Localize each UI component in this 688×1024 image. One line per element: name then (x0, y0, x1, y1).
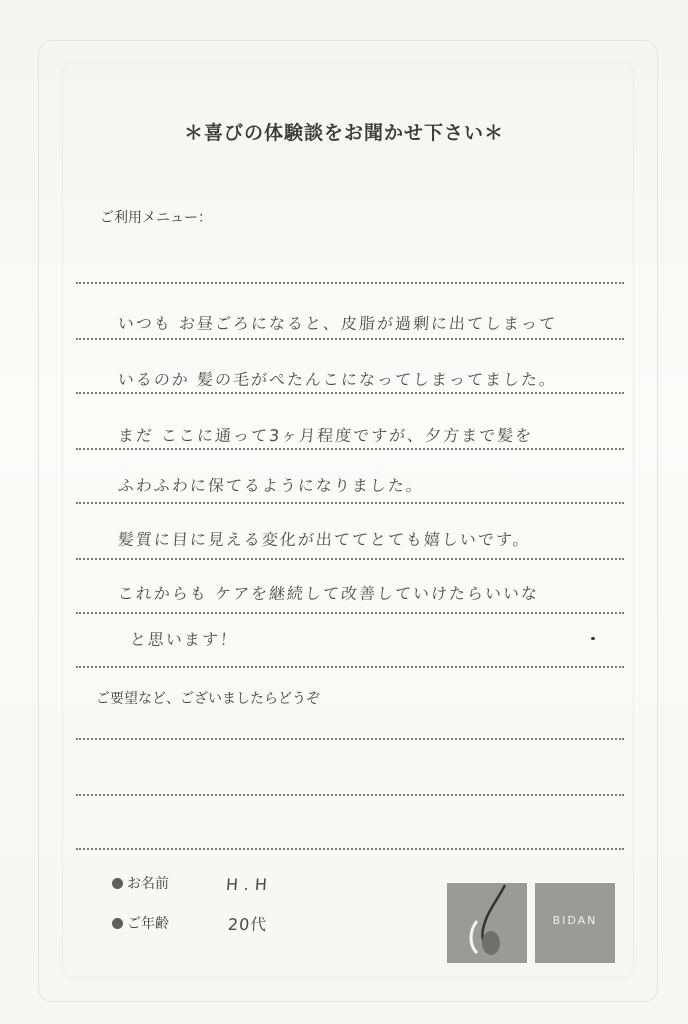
bullet-icon (112, 918, 123, 929)
name-label-text: お名前 (127, 876, 169, 892)
handwritten-line-3: まだ ここに通って3ヶ月程度ですが、夕方まで髪を (117, 426, 534, 445)
bullet-icon (112, 878, 123, 889)
hair-logo-mark (447, 883, 527, 963)
handwritten-age: 20代 (227, 915, 268, 934)
handwritten-line-1: いつも お昼ごろになると、皮脂が過剰に出てしまって (117, 314, 558, 333)
dotted-rule (76, 448, 624, 450)
decorative-frame-inner (62, 62, 634, 978)
hair-strand-icon (447, 883, 527, 963)
handwritten-line-7: と思います！ (129, 630, 239, 649)
request-label: ご要望など、ございましたらどうぞ (96, 691, 320, 707)
dotted-rule (76, 282, 624, 284)
handwritten-line-2: いるのか 髪の毛がぺたんこになってしまってました。 (117, 370, 558, 389)
name-field-label (112, 873, 169, 893)
handwritten-name: H.H (225, 875, 274, 894)
age-label-text: ご年齢 (127, 916, 169, 932)
handwritten-line-5: 髪質に目に見える変化が出ててとても嬉しいです。 (117, 530, 532, 549)
menu-label: ご利用メニュー： (100, 210, 212, 226)
ink-speck (591, 637, 595, 640)
dotted-rule (76, 666, 624, 668)
dotted-rule (76, 612, 624, 614)
dotted-rule (76, 848, 624, 850)
dotted-rule (76, 392, 624, 394)
brand-logo (535, 883, 615, 963)
form-title: ＊喜びの体験談をお聞かせ下さい＊ (183, 122, 504, 144)
age-field-label (112, 913, 169, 933)
dotted-rule (76, 558, 624, 560)
dotted-rule (76, 738, 624, 740)
handwritten-line-6: これからも ケアを継続して改善していけたらいいな (117, 584, 540, 603)
dotted-rule (76, 502, 624, 504)
dotted-rule (76, 338, 624, 340)
brand-name: BIDAN (552, 914, 598, 927)
dotted-rule (76, 794, 624, 796)
handwritten-line-4: ふわふわに保てるようになりました。 (117, 476, 425, 495)
